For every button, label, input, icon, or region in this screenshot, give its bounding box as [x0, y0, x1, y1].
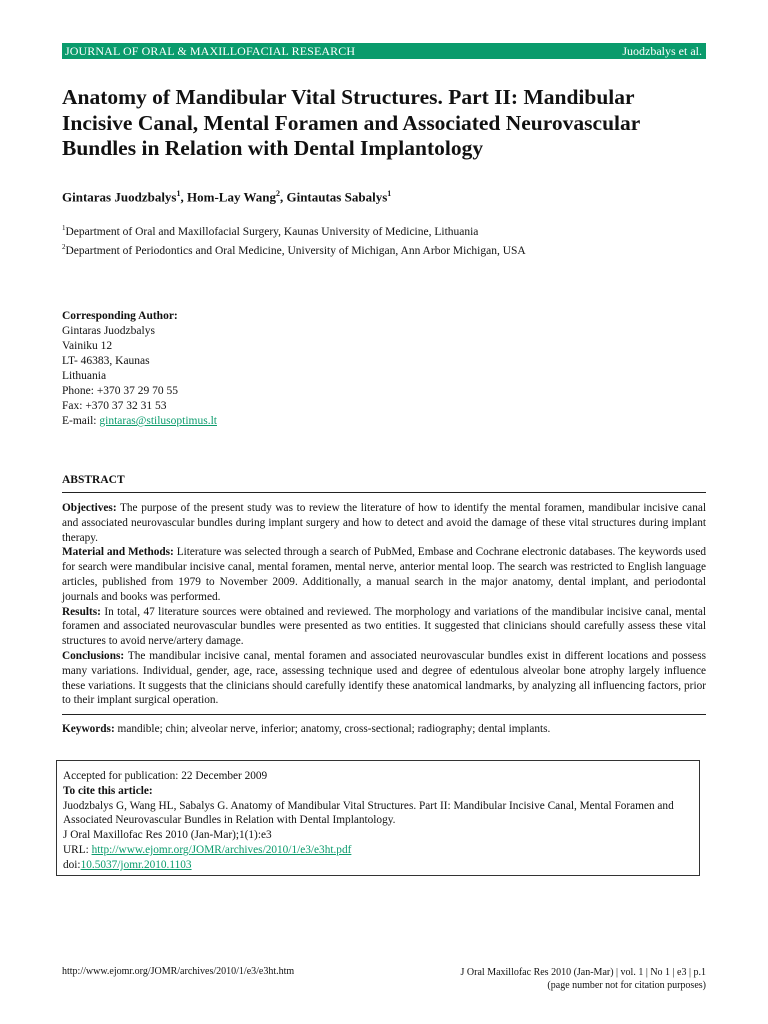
corresponding-line: LT- 46383, Kaunas [62, 355, 150, 367]
author-affiliation-mark: 2 [275, 189, 280, 198]
abstract-conclusions: Conclusions: The mandibular incisive canal, mental foramen and associated neurovascular bundles exist in different locations and possess many variations. Individual, gender, age, race, assessing technique used and degree of edentulous alveolar bone atrophy largely influence these variations. It suggests that the clinicians should carefully identify these anatomical landmarks, by analyzing all influencing factors, prior to their implant surgical operation. [62, 649, 706, 707]
article-title: Anatomy of Mandibular Vital Structures. Part II: Mandibular Incisive Canal, Mental Foramen and Associated Neurovascular Bundles in Relation with Dental Implantology [62, 85, 640, 160]
author-list: Gintaras Juodzbalys$^1$, Hom-Lay Wang$^2$, Gintautas Sabalys$^1$ [62, 189, 392, 205]
author-name: Gintaras Juodzbalys [62, 189, 177, 205]
corresponding-line: Vainiku 12 [62, 340, 113, 352]
author-name: Hom-Lay Wang [187, 189, 276, 205]
affiliations [62, 221, 526, 259]
footer-url: http://www.ejomr.org/JOMR/archives/2010/1/e3/e3ht.htm [62, 966, 295, 977]
keywords-label: Keywords: [62, 723, 115, 735]
email-link[interactable]: gintaras@stilusoptimus.lt [99, 415, 217, 427]
keywords [62, 722, 550, 737]
email-line: E-mail: gintaras@stilusoptimus.lt [62, 415, 217, 427]
abstract-methods: Material and Methods: Literature was selected through a search of PubMed, Embase and Cochrane electronic databases. The keywords used for search were mandibular incisive canal, mental foramen, mental nerve, anterior mental loop. The search was restricted to English language articles, published from 1979 to November 2009. Additionally, a manual search in the major anatomy, dental implant, and periodontal journals and books was performed. [62, 546, 706, 603]
citation-box [56, 760, 700, 876]
corresponding-line: Phone: +370 37 29 70 55 [62, 385, 179, 397]
corresponding-line: Gintaras Juodzbalys [62, 325, 155, 337]
abstract-heading: ABSTRACT [62, 474, 125, 486]
cite-label: To cite this article: [63, 784, 153, 797]
author-name: Gintautas Sabalys [286, 189, 388, 205]
footer-journal-ref: J Oral Maxillofac Res 2010 (Jan-Mar) | vol. 1 | No 1 | e3 | p.1 [460, 967, 706, 978]
url-line: URL: http://www.ejomr.org/JOMR/archives/2010/1/e3/e3ht.pdf [63, 843, 352, 856]
corresponding-line: Fax: +370 37 32 31 53 [62, 400, 167, 412]
keywords-text: mandible; chin; alveolar nerve, inferior; anatomy, cross-sectional; radiography; dental implants. [114, 723, 551, 735]
journal-header-bar [62, 43, 706, 59]
abstract-bottom-rule [62, 714, 706, 715]
abstract-results: Results: In total, 47 literature sources were obtained and reviewed. The morphology and variations of the mandibular incisive canal, mental foramen and associated neurovascular bundles were presented as two entities. It suggested that clinicians should carefully assess these vital structures to avoid nerve/artery damage. [62, 605, 706, 648]
corresponding-line: Lithuania [62, 370, 107, 382]
affiliation: $^2$Department of Periodontics and Oral Medicine, University of Michigan, Ann Arbor Michigan, USA [62, 242, 526, 257]
corresponding-author-label: Corresponding Author: [62, 310, 178, 322]
doi-line: doi:10.5037/jomr.2010.1103 [63, 858, 192, 871]
abstract-objectives: Objectives: The purpose of the present study was to review the literature of how to identify the mental foramen, mandibular incisive canal and associated neurovascular bundles during implant surgery and how to detect and avoid the damage of these vital structures during implant therapy. [62, 502, 706, 544]
cite-text: Juodzbalys G, Wang HL, Sabalys G. Anatomy of Mandibular Vital Structures. Part II: Mandibular Incisive Canal, Mental Foramen and Associated Neurovascular Bundles in Relation with Dental Implantology. [63, 799, 674, 827]
footer-page-note: (page number not for citation purposes) [547, 980, 706, 991]
author-affiliation-mark: 1 [387, 189, 392, 198]
author-affiliation-mark: 1 [176, 189, 181, 198]
accepted-date: Accepted for publication: 22 December 2009 [63, 770, 268, 782]
journal-reference: J Oral Maxillofac Res 2010 (Jan-Mar);1(1):e3 [63, 829, 272, 842]
running-authors: Juodzbalys et al. [622, 44, 702, 58]
doi-link[interactable]: 10.5037/jomr.2010.1103 [80, 858, 192, 871]
journal-name: JOURNAL OF ORAL & MAXILLOFACIAL RESEARCH [65, 44, 356, 58]
pdf-url-link[interactable]: http://www.ejomr.org/JOMR/archives/2010/1/e3/e3ht.pdf [91, 843, 352, 856]
abstract-body [62, 501, 706, 708]
corresponding-author [62, 309, 217, 429]
footer-reference [461, 966, 706, 992]
abstract-top-rule [62, 492, 706, 493]
affiliation: $^1$Department of Oral and Maxillofacial Surgery, Kaunas University of Medicine, Lithuania [62, 224, 479, 238]
